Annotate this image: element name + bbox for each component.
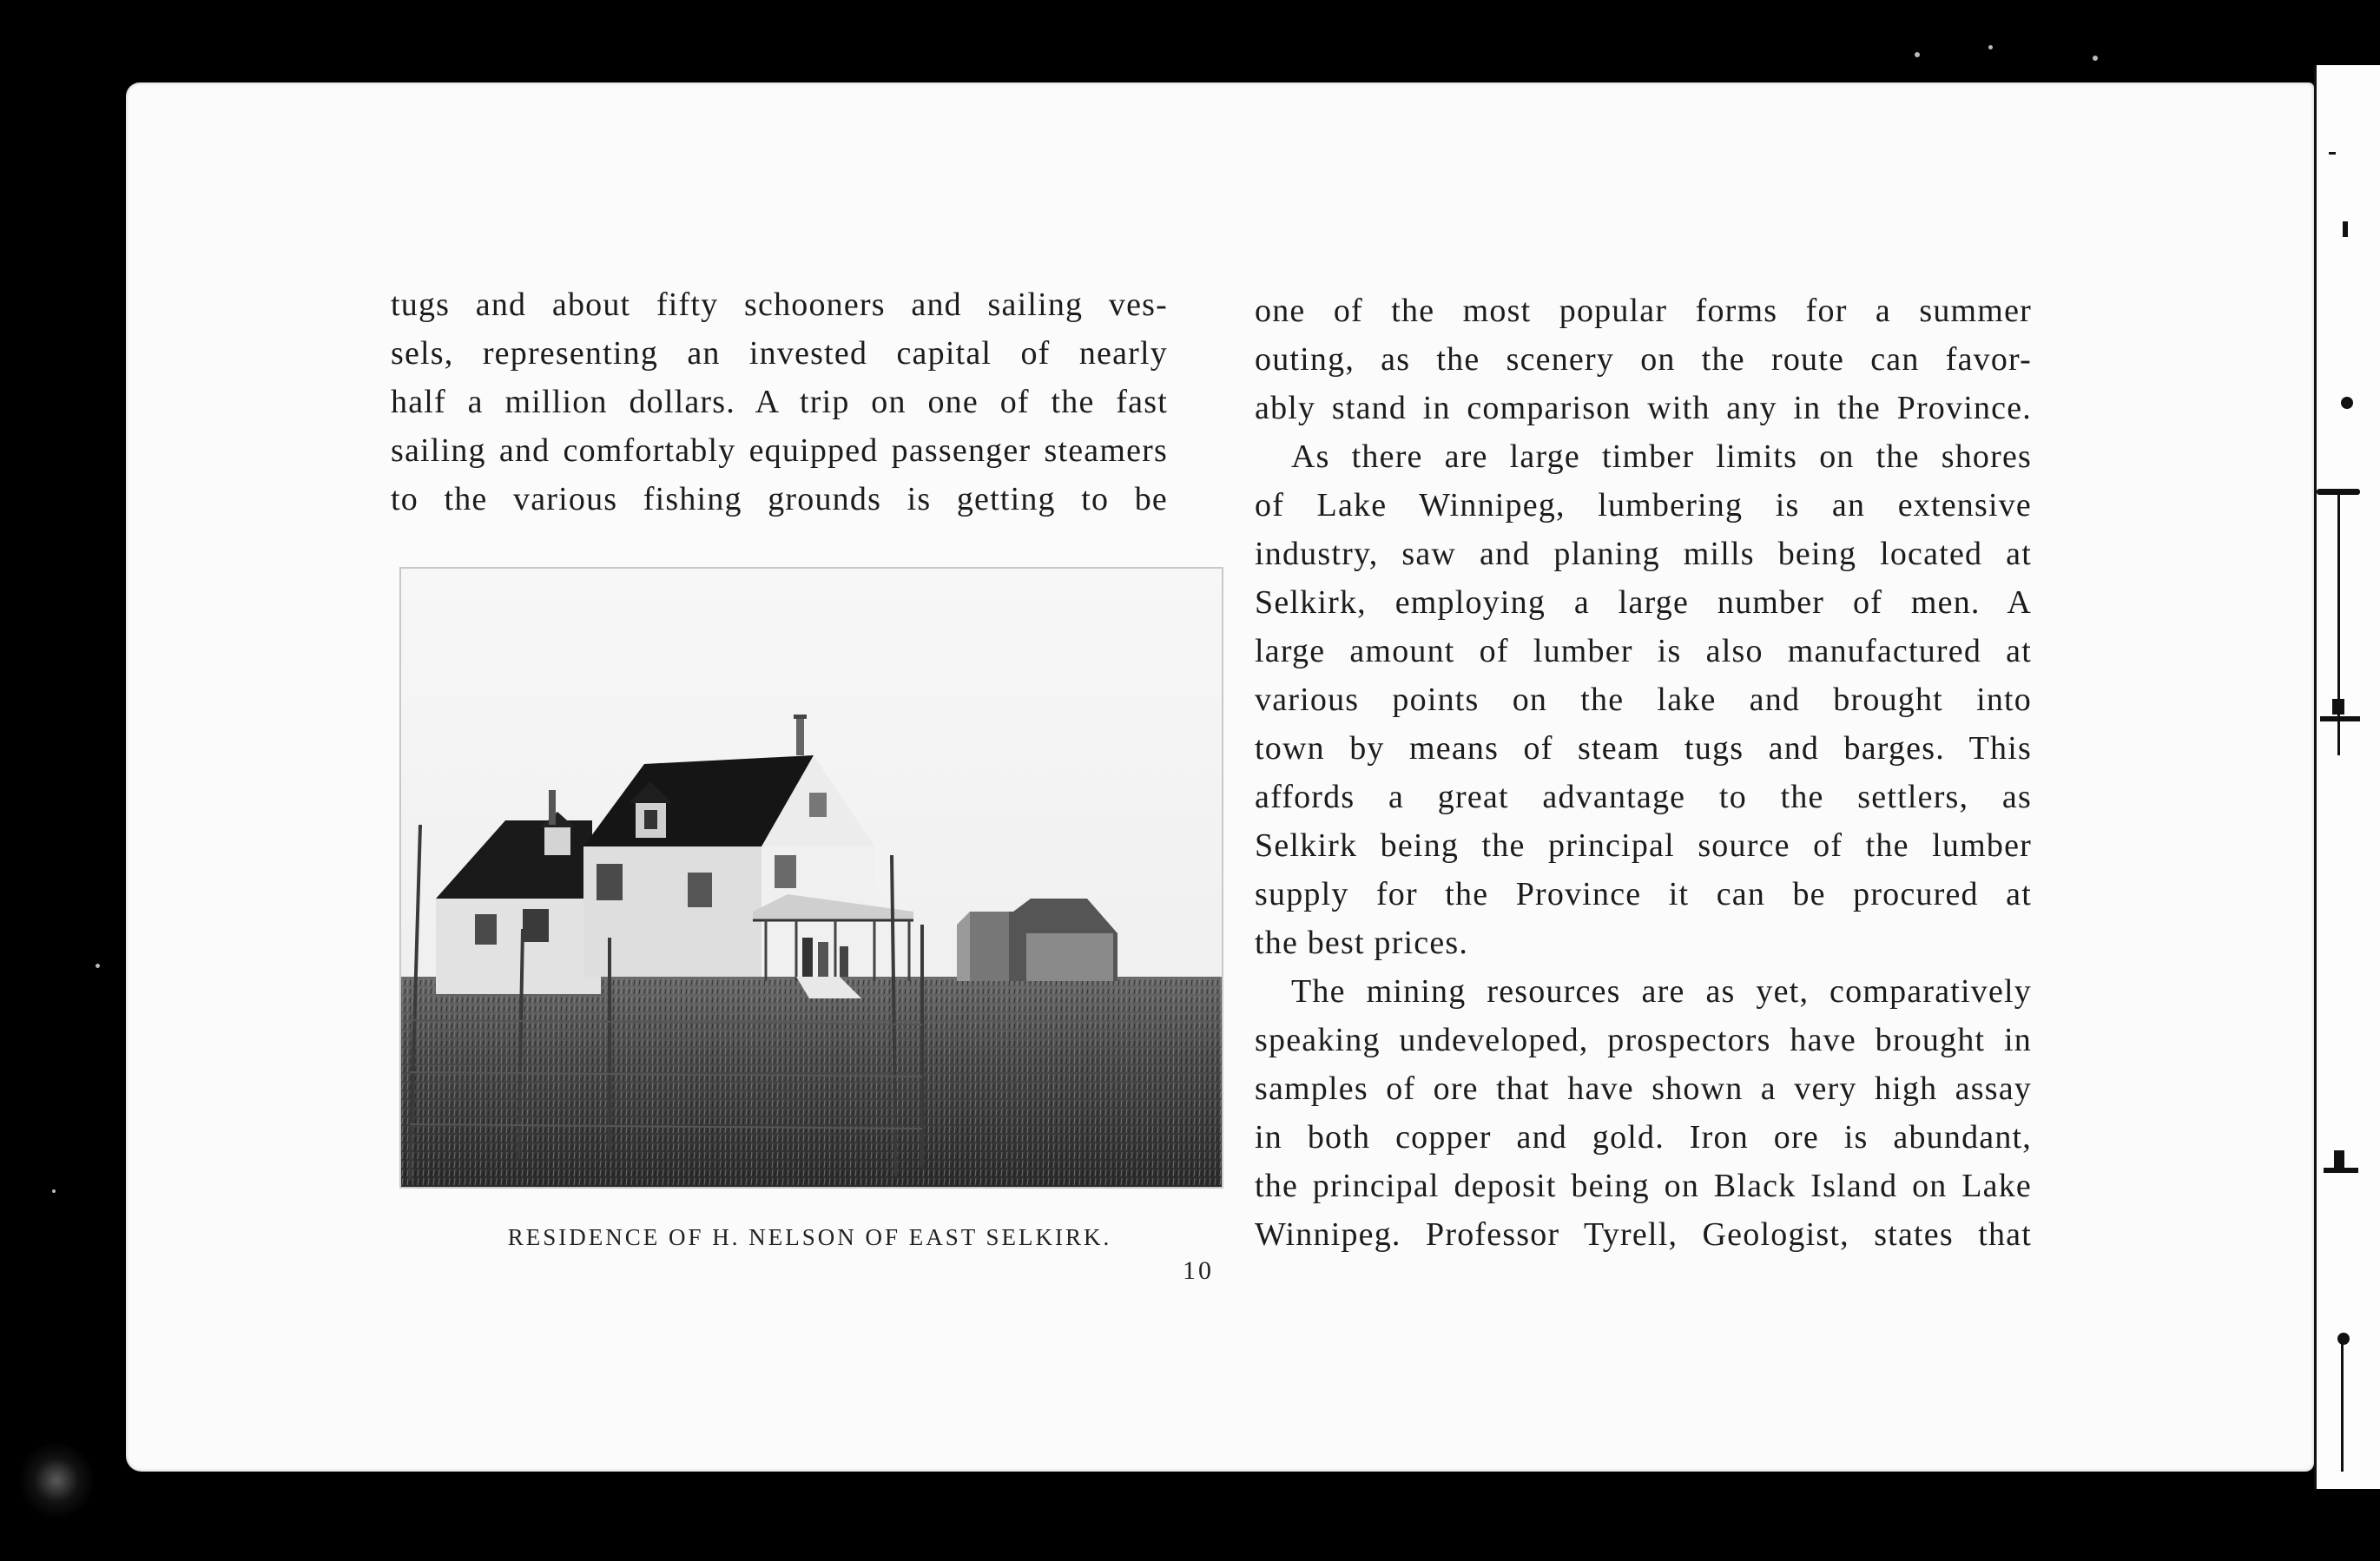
- edge-mark: [2320, 716, 2360, 721]
- text-line: to the various fishing grounds is getting to be: [391, 481, 1168, 517]
- adjacent-page-edge: [2314, 65, 2380, 1489]
- text-line: various points on the lake and brought into: [1255, 682, 2032, 718]
- house-photo-image: [401, 569, 1222, 1187]
- dust-speck: [1988, 45, 1993, 49]
- left-column-text: [391, 280, 1168, 524]
- right-column-text: [1255, 287, 2032, 1259]
- edge-mark: [2317, 489, 2360, 495]
- text-line: industry, saw and planing mills being located at: [1255, 536, 2032, 572]
- text-line: outing, as the scenery on the route can favor-: [1255, 341, 2032, 378]
- dust-speck: [1915, 52, 1920, 57]
- text-line: tugs and about fifty schooners and sailing ves-: [391, 287, 1168, 323]
- text-line: As there are large timber limits on the shores: [1291, 438, 2032, 475]
- dust-speck: [96, 964, 100, 968]
- edge-mark: [2332, 699, 2344, 715]
- scanner-glare: [17, 1441, 96, 1519]
- edge-mark: [2341, 397, 2353, 409]
- edge-mark: [2334, 1150, 2344, 1168]
- text-line: The mining resources are as yet, comparatively: [1291, 973, 2032, 1010]
- text-line: samples of ore that have shown a very high assay: [1255, 1070, 2032, 1107]
- text-line: the best prices.: [1255, 925, 1469, 961]
- edge-mark: [2329, 152, 2336, 155]
- text-line: large amount of lumber is also manufactured at: [1255, 633, 2032, 669]
- edge-mark: [2343, 221, 2348, 237]
- text-line: speaking undeveloped, prospectors have brought in: [1255, 1022, 2032, 1058]
- residence-photograph: [399, 567, 1223, 1189]
- text-line: Selkirk, employing a large number of men. A: [1255, 584, 2032, 621]
- text-line: the principal deposit being on Black Island on Lake: [1255, 1168, 2032, 1204]
- edge-mark: [2324, 1168, 2358, 1173]
- dust-speck: [52, 1189, 56, 1193]
- text-line: of Lake Winnipeg, lumbering is an extensive: [1255, 487, 2032, 524]
- text-line: in both copper and gold. Iron ore is abundant,: [1255, 1119, 2032, 1156]
- text-line: Selkirk being the principal source of the lumber: [1255, 827, 2032, 864]
- text-line: one of the most popular forms for a summer: [1255, 293, 2032, 329]
- dust-speck: [2093, 56, 2098, 61]
- text-line: affords a great advantage to the settlers, as: [1255, 779, 2032, 815]
- text-line: half a million dollars. A trip on one of the fast: [391, 384, 1168, 420]
- figure-caption: RESIDENCE OF H. NELSON OF EAST SELKIRK.: [507, 1224, 1112, 1250]
- text-line: town by means of steam tugs and barges. This: [1255, 730, 2032, 767]
- text-line: sels, representing an invested capital of nearly: [391, 335, 1168, 372]
- edge-mark: [2341, 1341, 2344, 1472]
- text-line: ably stand in comparison with any in the Province.: [1255, 390, 2032, 426]
- page-number: 10: [1183, 1256, 1214, 1285]
- text-line: sailing and comfortably equipped passenger steamers: [391, 432, 1168, 469]
- text-line: supply for the Province it can be procured at: [1255, 876, 2032, 912]
- edge-mark: [2337, 1333, 2350, 1345]
- text-line: Winnipeg. Professor Tyrell, Geologist, states that: [1255, 1216, 2032, 1253]
